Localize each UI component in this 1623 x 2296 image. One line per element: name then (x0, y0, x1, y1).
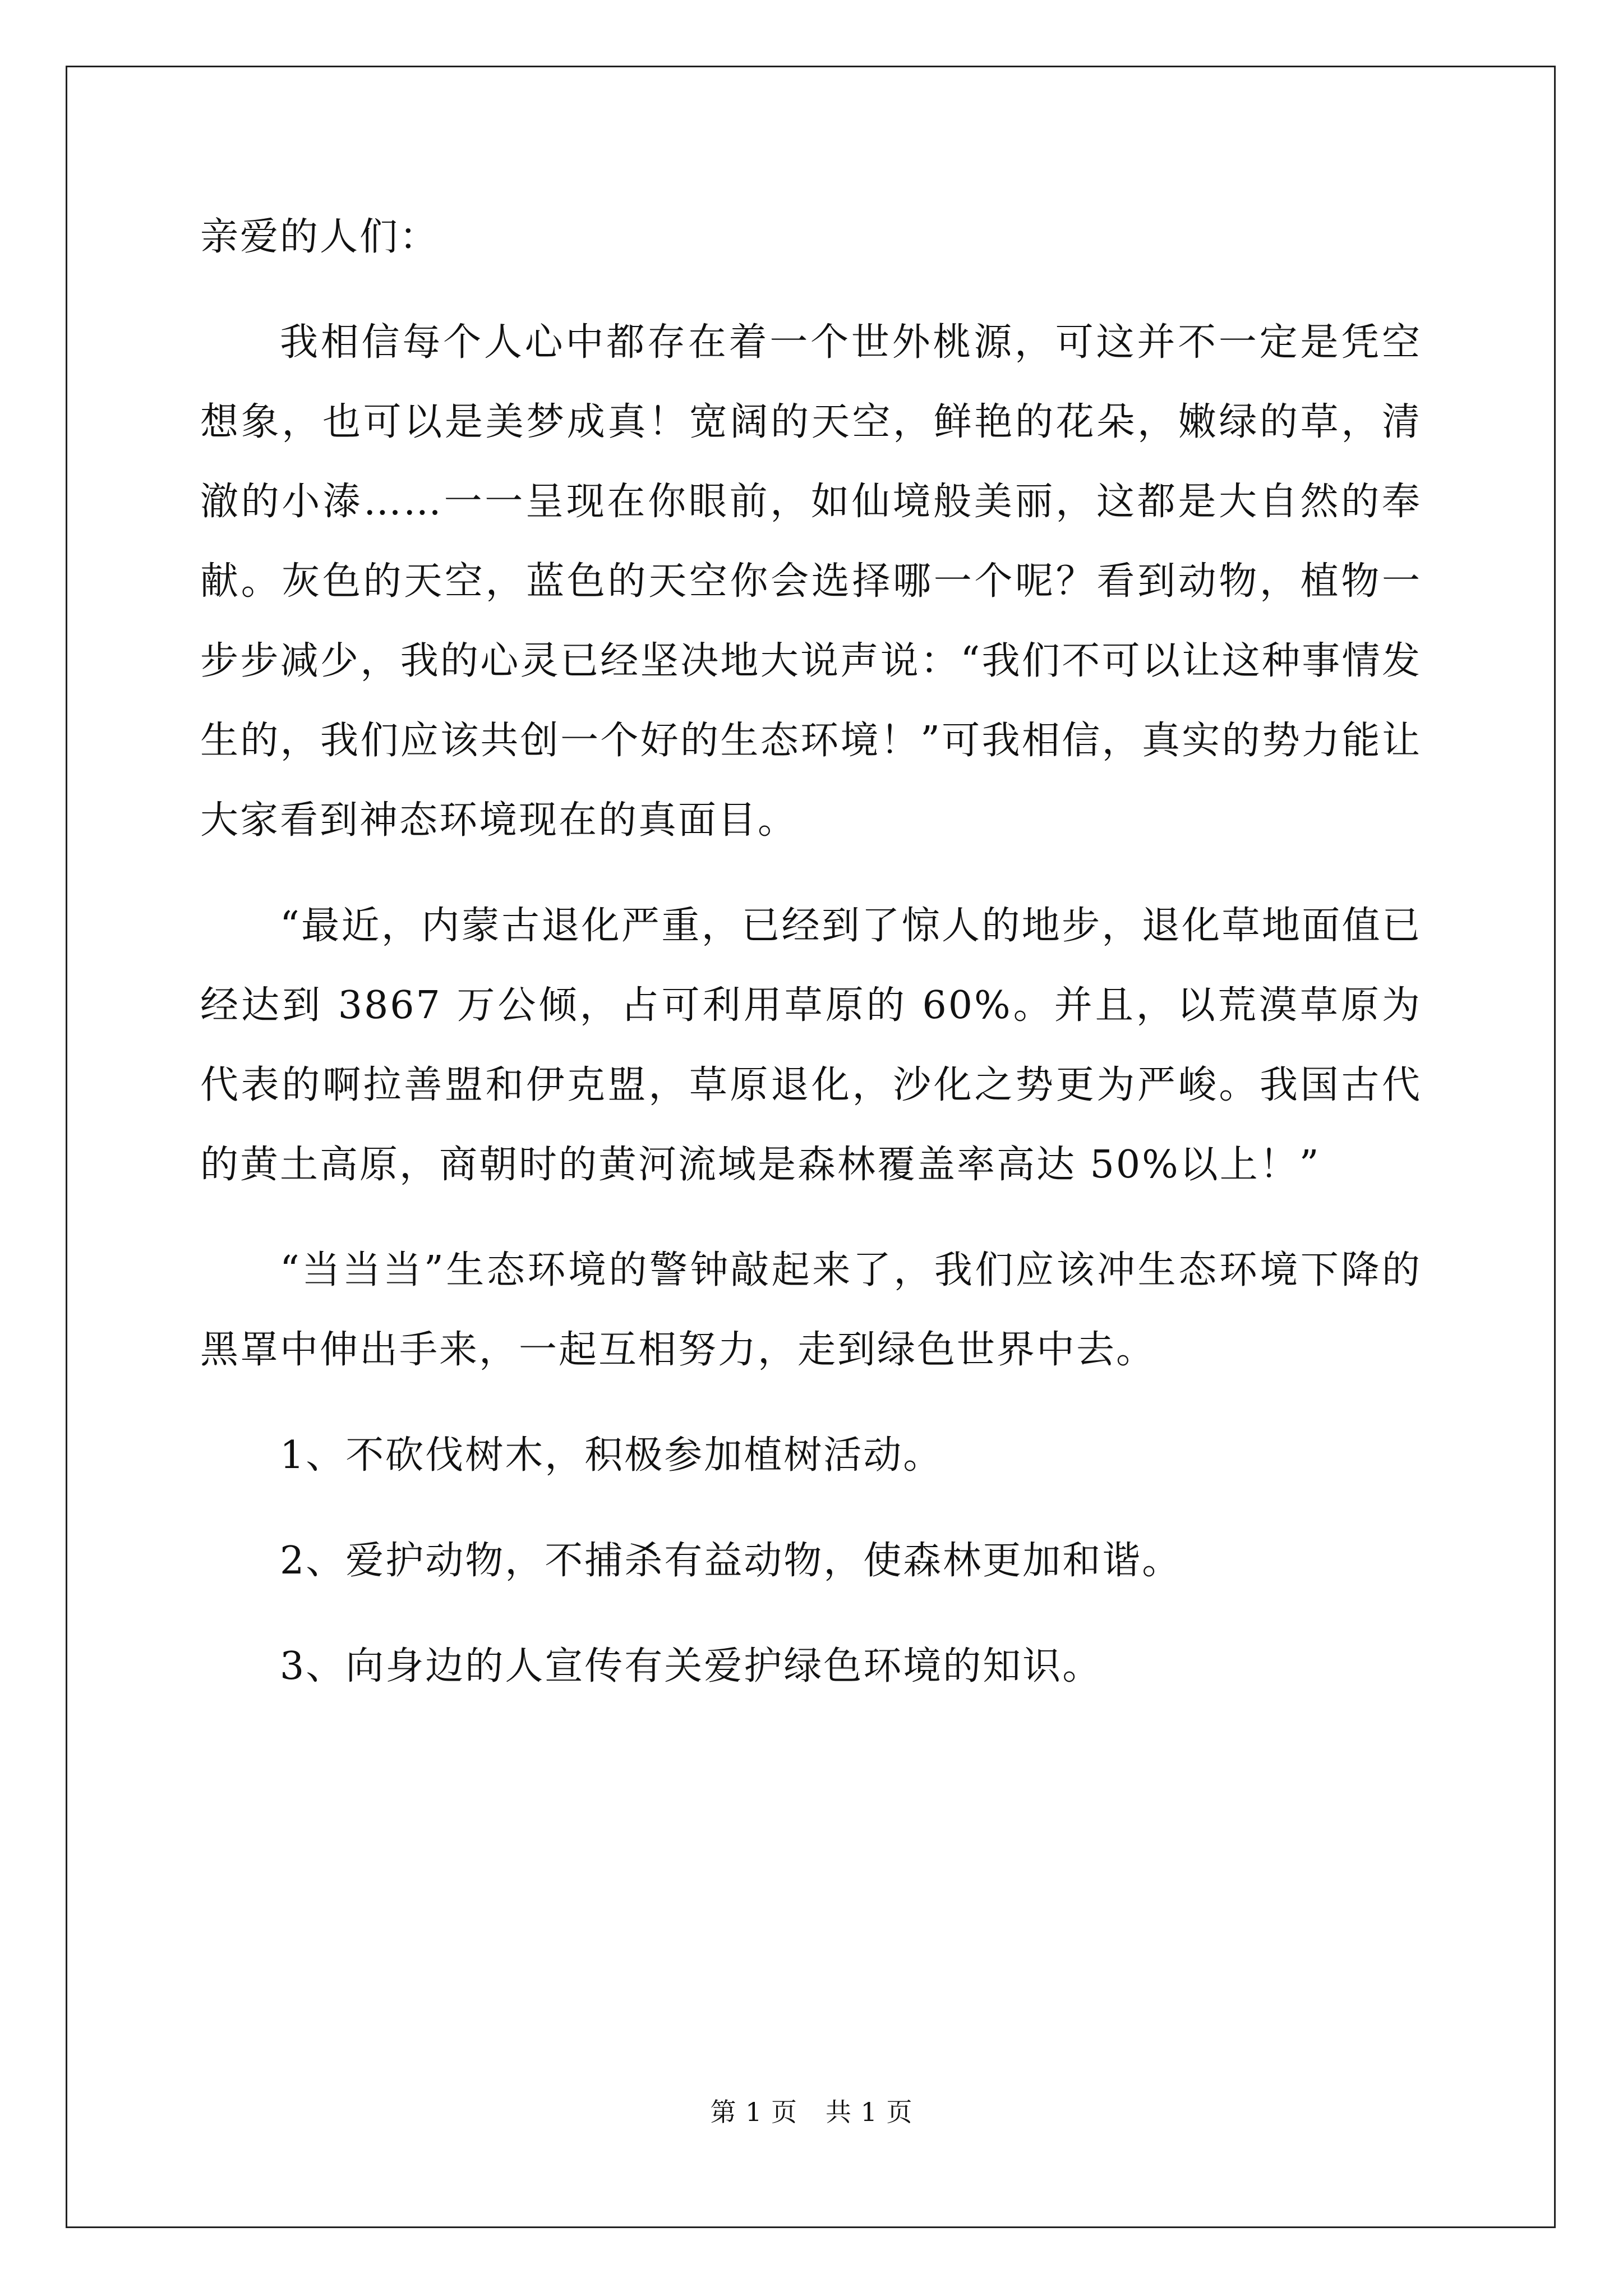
page-footer (0, 2095, 1623, 2129)
paragraph-1: 我相信每个人心中都存在着一个世外桃源，可这并不一定是凭空想象，也可以是美梦成真！宽阔的天空，鲜艳的花朵，嫩绿的草，清澈的小溙……一一呈现在你眼前，如仙境般美丽，这都是大自然的奉献。灰色的天空，蓝色的天空你会选择哪一个呢？看到动物，植物一步步减少，我的心灵已经坚决地大说声说：“我们不可以让这种事情发生的，我们应该共创一个好的生态环境！”可我相信，真实的势力能让大家看到神态环境现在的真面目。 (200, 320, 1422, 843)
document-body (200, 197, 1422, 1732)
list-item-2: 2、爱护动物，不捕杀有益动物，使森林更加和谐。 (280, 1539, 1182, 1583)
page-total: 共 1 页 (826, 2097, 913, 2127)
list-item-3: 3、向身边的人宣传有关爱护绿色环境的知识。 (280, 1644, 1103, 1688)
paragraph-3: “当当当”生态环境的警钟敲起来了，我们应该冲生态环境下降的黑罩中伸出手来，一起互相努力，走到绿色世界中去。 (200, 1248, 1422, 1372)
paragraph-2: “最近，内蒙古退化严重，已经到了惊人的地步，退化草地面值已经达到 3867 万公倾，占可利用草原的 60%。并且，以荒漠草原为代表的啊拉善盟和伊克盟，草原退化，沙化之势更为严峻。我国古代的黄土高原，商朝时的黄河流域是森林覆盖率高达 50%以上！” (200, 904, 1422, 1187)
salutation: 亲爱的人们： (200, 215, 440, 259)
list-item-1: 1、不砍伐树木，积极参加植树活动。 (280, 1433, 943, 1478)
page-number: 第 1 页 (710, 2097, 797, 2127)
